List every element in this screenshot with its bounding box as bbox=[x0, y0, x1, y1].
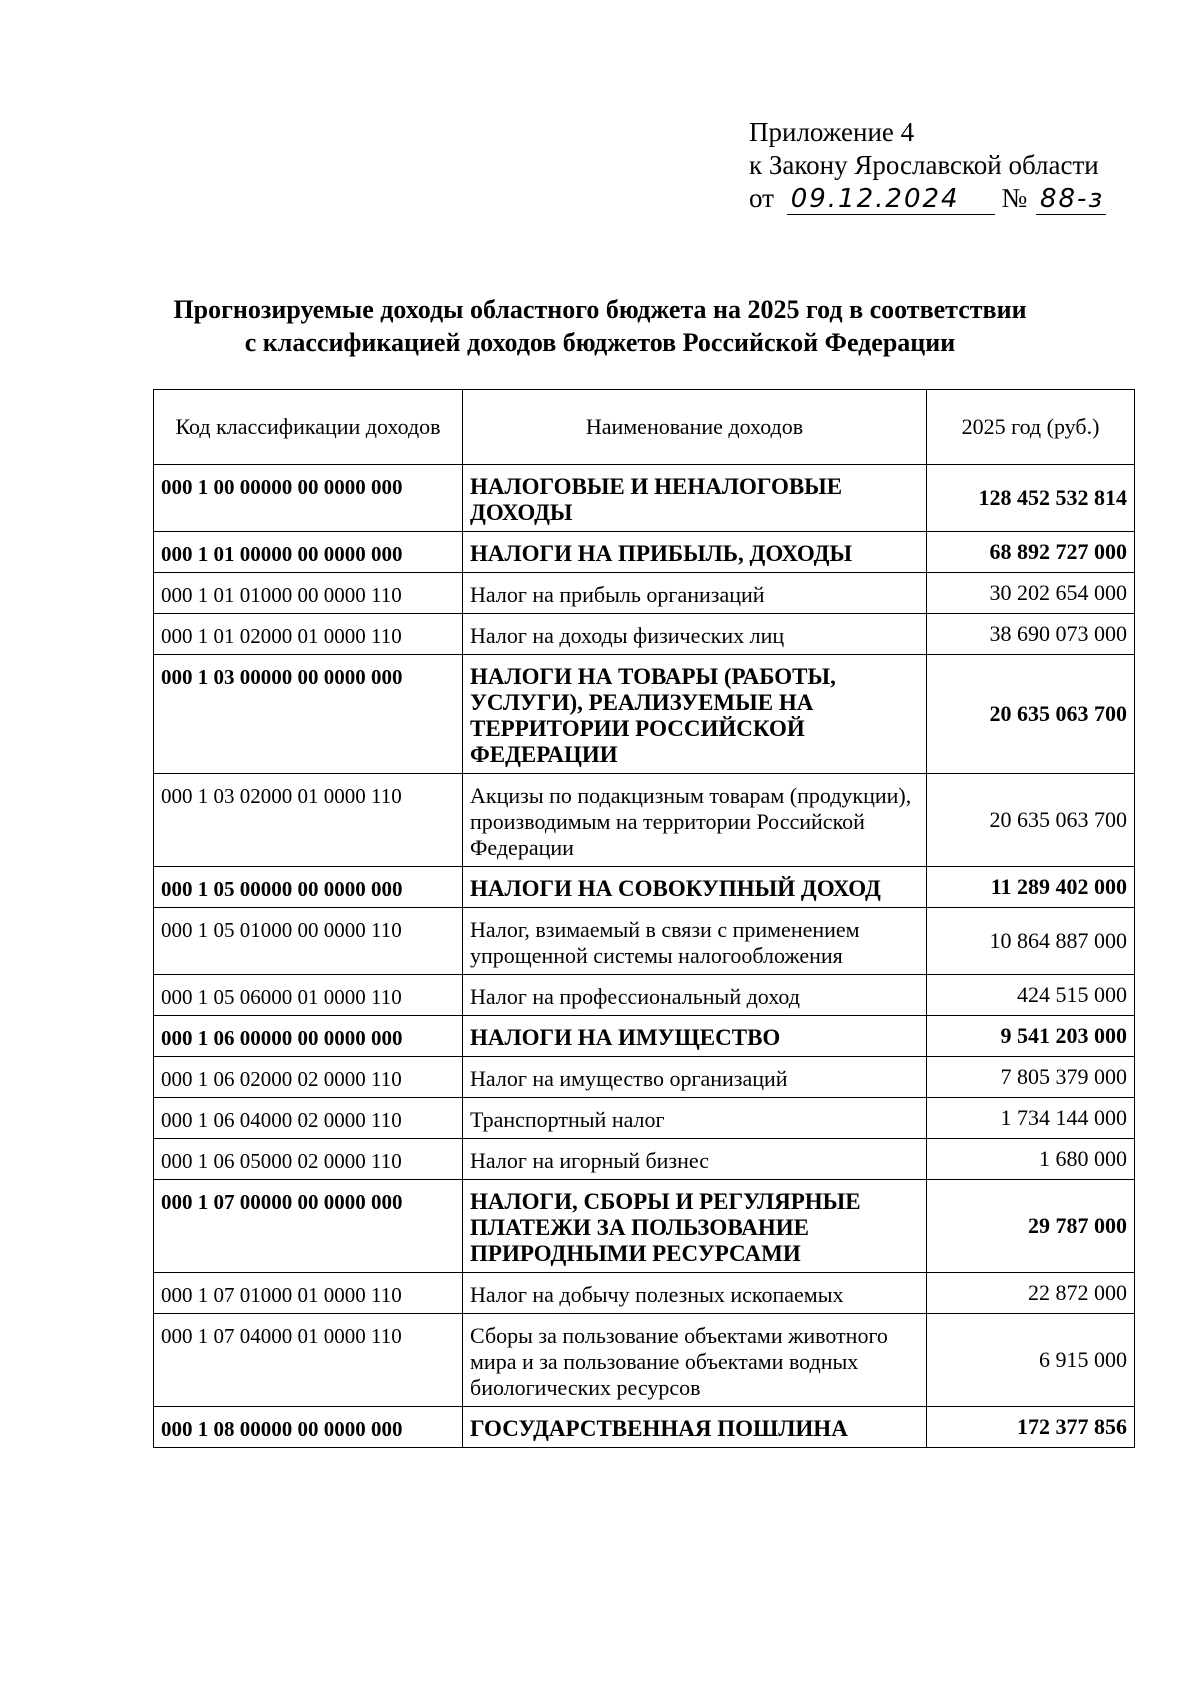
code-cell: 000 1 03 02000 01 0000 110 bbox=[154, 774, 463, 867]
name-cell: Налог на игорный бизнес bbox=[463, 1139, 927, 1180]
name-cell: Сборы за пользование объектами животного мира и за пользование объектами водных биологических ресурсов bbox=[463, 1314, 927, 1407]
name-cell: Налог на прибыль организаций bbox=[463, 573, 927, 614]
amount-cell: 128 452 532 814 bbox=[927, 465, 1135, 532]
amount-cell: 11 289 402 000 bbox=[927, 867, 1135, 908]
code-cell: 000 1 03 00000 00 0000 000 bbox=[154, 655, 463, 774]
name-cell: Налог, взимаемый в связи с применением упрощенной системы налогообложения bbox=[463, 908, 927, 975]
amount-cell: 20 635 063 700 bbox=[927, 655, 1135, 774]
code-cell: 000 1 06 00000 00 0000 000 bbox=[154, 1016, 463, 1057]
from-label: от bbox=[749, 183, 774, 213]
header-year: 2025 год (руб.) bbox=[927, 390, 1135, 465]
code-cell: 000 1 01 00000 00 0000 000 bbox=[154, 532, 463, 573]
table-row bbox=[154, 908, 1135, 975]
amount-cell: 1 680 000 bbox=[927, 1139, 1135, 1180]
code-cell: 000 1 05 01000 00 0000 110 bbox=[154, 908, 463, 975]
table-row bbox=[154, 975, 1135, 1016]
code-cell: 000 1 08 00000 00 0000 000 bbox=[154, 1407, 463, 1448]
table-row bbox=[154, 573, 1135, 614]
code-cell: 000 1 05 00000 00 0000 000 bbox=[154, 867, 463, 908]
table-row bbox=[154, 1180, 1135, 1273]
table-header-row bbox=[154, 390, 1135, 465]
name-cell: НАЛОГИ, СБОРЫ И РЕГУЛЯРНЫЕ ПЛАТЕЖИ ЗА ПОЛЬЗОВАНИЕ ПРИРОДНЫМИ РЕСУРСАМИ bbox=[463, 1180, 927, 1273]
name-cell: НАЛОГИ НА ИМУЩЕСТВО bbox=[463, 1016, 927, 1057]
amount-cell: 424 515 000 bbox=[927, 975, 1135, 1016]
number-label: № bbox=[1001, 183, 1028, 213]
table-body bbox=[154, 465, 1135, 1448]
amount-cell: 1 734 144 000 bbox=[927, 1098, 1135, 1139]
name-cell: ГОСУДАРСТВЕННАЯ ПОШЛИНА bbox=[463, 1407, 927, 1448]
code-cell: 000 1 06 05000 02 0000 110 bbox=[154, 1139, 463, 1180]
code-cell: 000 1 01 02000 01 0000 110 bbox=[154, 614, 463, 655]
name-cell: Налог на добычу полезных ископаемых bbox=[463, 1273, 927, 1314]
name-cell: Налог на доходы физических лиц bbox=[463, 614, 927, 655]
table-row bbox=[154, 1057, 1135, 1098]
name-cell: Налог на профессиональный доход bbox=[463, 975, 927, 1016]
amount-cell: 38 690 073 000 bbox=[927, 614, 1135, 655]
handwritten-number: 88-з bbox=[1036, 184, 1106, 215]
table-row bbox=[154, 867, 1135, 908]
header-name: Наименование доходов bbox=[463, 390, 927, 465]
amount-cell: 29 787 000 bbox=[927, 1180, 1135, 1273]
appendix-law-reference: к Закону Ярославской области bbox=[749, 150, 1099, 180]
table-row bbox=[154, 1407, 1135, 1448]
code-cell: 000 1 07 00000 00 0000 000 bbox=[154, 1180, 463, 1273]
name-cell: Транспортный налог bbox=[463, 1098, 927, 1139]
table-row bbox=[154, 1016, 1135, 1057]
table-row bbox=[154, 1314, 1135, 1407]
name-cell: Налог на имущество организаций bbox=[463, 1057, 927, 1098]
name-cell: НАЛОГИ НА ТОВАРЫ (РАБОТЫ, УСЛУГИ), РЕАЛИЗУЕМЫЕ НА ТЕРРИТОРИИ РОССИЙСКОЙ ФЕДЕРАЦИИ bbox=[463, 655, 927, 774]
code-cell: 000 1 00 00000 00 0000 000 bbox=[154, 465, 463, 532]
appendix-title: Приложение 4 bbox=[749, 117, 915, 147]
title-line-1: Прогнозируемые доходы областного бюджета на 2025 год в соответствии bbox=[173, 295, 1027, 324]
amount-cell: 6 915 000 bbox=[927, 1314, 1135, 1407]
code-cell: 000 1 07 01000 01 0000 110 bbox=[154, 1273, 463, 1314]
code-cell: 000 1 07 04000 01 0000 110 bbox=[154, 1314, 463, 1407]
amount-cell: 10 864 887 000 bbox=[927, 908, 1135, 975]
code-cell: 000 1 05 06000 01 0000 110 bbox=[154, 975, 463, 1016]
amount-cell: 22 872 000 bbox=[927, 1273, 1135, 1314]
amount-cell: 20 635 063 700 bbox=[927, 774, 1135, 867]
appendix-block bbox=[749, 116, 1106, 215]
table-row bbox=[154, 655, 1135, 774]
table-row bbox=[154, 614, 1135, 655]
amount-cell: 68 892 727 000 bbox=[927, 532, 1135, 573]
table-row bbox=[154, 465, 1135, 532]
table-row bbox=[154, 1139, 1135, 1180]
name-cell: НАЛОГИ НА СОВОКУПНЫЙ ДОХОД bbox=[463, 867, 927, 908]
name-cell: Акцизы по подакцизным товарам (продукции), производимым на территории Российской Федерации bbox=[463, 774, 927, 867]
amount-cell: 7 805 379 000 bbox=[927, 1057, 1135, 1098]
table-row bbox=[154, 532, 1135, 573]
amount-cell: 30 202 654 000 bbox=[927, 573, 1135, 614]
code-cell: 000 1 06 02000 02 0000 110 bbox=[154, 1057, 463, 1098]
document-title bbox=[60, 293, 1140, 359]
table-row bbox=[154, 1098, 1135, 1139]
table-row bbox=[154, 774, 1135, 867]
code-cell: 000 1 01 01000 00 0000 110 bbox=[154, 573, 463, 614]
title-line-2: с классификацией доходов бюджетов Российской Федерации bbox=[244, 328, 956, 357]
table-row bbox=[154, 1273, 1135, 1314]
name-cell: НАЛОГИ НА ПРИБЫЛЬ, ДОХОДЫ bbox=[463, 532, 927, 573]
code-cell: 000 1 06 04000 02 0000 110 bbox=[154, 1098, 463, 1139]
appendix-date-line bbox=[749, 182, 1106, 215]
amount-cell: 172 377 856 bbox=[927, 1407, 1135, 1448]
income-table bbox=[153, 389, 1135, 1448]
name-cell: НАЛОГОВЫЕ И НЕНАЛОГОВЫЕ ДОХОДЫ bbox=[463, 465, 927, 532]
header-code: Код классификации доходов bbox=[154, 390, 463, 465]
handwritten-date: 09.12.2024 bbox=[787, 184, 995, 215]
amount-cell: 9 541 203 000 bbox=[927, 1016, 1135, 1057]
